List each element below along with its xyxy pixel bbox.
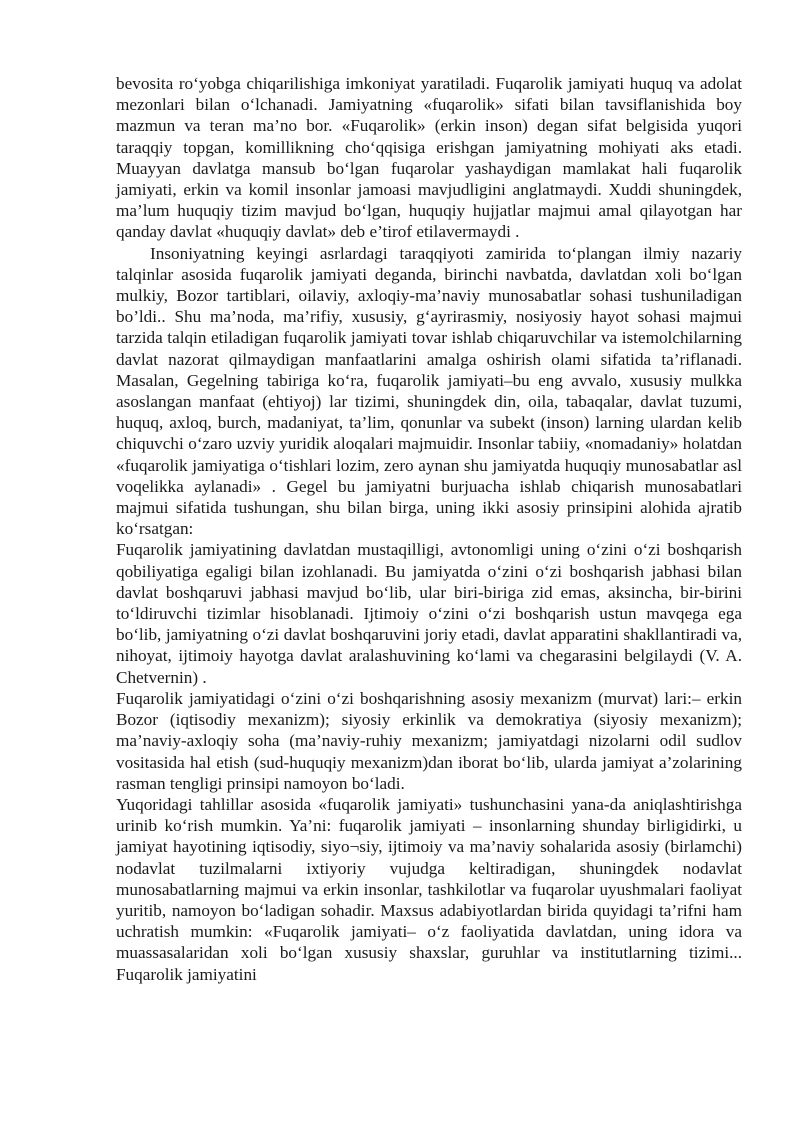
document-page (116, 73, 742, 985)
paragraph-1: bevosita ro‘yobga chiqarilishiga imkoniyat yaratiladi. Fuqarolik jamiyati huquq va adolat mezonlari bilan o‘lchanadi. Jamiyatning «fuqarolik» sifati bilan tavsiflanishida boy mazmun va teran ma’no bor. «Fuqarolik» (erkin inson) degan sifat belgisida yuqori taraqqiy topgan, komillikning cho‘qqisiga erishgan jamiyatning mohiyati aks etadi. Muayyan davlatga mansub bo‘lgan fuqarolar yashaydigan mamlakat hali fuqarolik jamiyati, erkin va komil insonlar jamoasi mavjudligini anglatmaydi. Xuddi shuningdek, ma’lum huquqiy tizim mavjud bo‘lgan, huquqiy hujjatlar majmui amal qilayotgan har qanday davlat «huquqiy davlat» deb e’tirof etilavermaydi . (116, 74, 742, 242)
paragraph-3: Fuqarolik jamiyatining davlatdan mustaqilligi, avtonomligi uning o‘zini o‘zi boshqarish qobiliyatiga egaligi bilan izohlanadi. Bu jamiyatda o‘zini o‘zi boshqarish jabhasi bilan davlat boshqaruvi jabhasi mavjud bo‘lib, ular biri-biriga zid emas, aksincha, bir-birini to‘ldiruvchi tizimlar hisoblanadi. Ijtimoiy o‘zini o‘zi boshqarish ustun mavqega ega bo‘lib, jamiyatning o‘zi davlat boshqaruvini joriy etadi, davlat apparatini shakllantiradi va, nihoyat, ijtimoiy hayotga davlat aralashuvining ko‘lami va chegarasini belgilaydi (V. A. Chetvernin) . (116, 540, 742, 687)
paragraph-4: Fuqarolik jamiyatidagi o‘zini o‘zi boshqarishning asosiy mexanizm (murvat) lari:– erkin Bozor (iqtisodiy mexanizm); siyosiy erkinlik va demokratiya (siyosiy mexanizm); ma’naviy-axloqiy soha (ma’naviy-ruhiy mexanizm; jamiyatdagi nizolarni odil sudlov vositasida hal etish (sud-huquqiy mexanizm)dan iborat bo‘lib, ularda jamiyat a’zolarining rasman tengligi prinsipi namoyon bo‘ladi. (116, 688, 742, 793)
paragraph-5: Yuqoridagi tahlillar asosida «fuqarolik jamiyati» tushunchasini yana-da aniqlashtirishga urinib ko‘rish mumkin. Ya’ni: fuqarolik jamiyati – insonlarning shunday birligidirki, u jamiyat hayotining iqtisodiy, siyo¬siy, ijtimoiy va ma’naviy sohalarida asosiy (birlamchi) nodavlat tuzilmalarni ixtiyoriy vujudga keltiradigan, shuningdek nodavlat munosabatlarning majmui va erkin insonlar, tashkilotlar va fuqarolar uyushmalari faoliyat yuritib, namoyon bo‘ladigan sohadir. Maxsus adabiyotlardan birida quyidagi ta’rifni ham uchratish mumkin: «Fuqarolik jamiyati– o‘z faoliyatida davlatdan, uning idora va muassasalaridan xoli bo‘lgan xususiy shaxslar, guruhlar va institutlarning tizimi... Fuqarolik jamiyatini (116, 794, 742, 984)
paragraph-2: Insoniyatning keyingi asrlardagi taraqqiyoti zamirida to‘plangan ilmiy nazariy talqinlar asosida fuqarolik jamiyati deganda, birinchi navbatda, davlatdan xoli bo‘lgan mulkiy, Bozor tartiblari, oilaviy, axloqiy-ma’naviy munosabatlar sohasi tushuniladigan bo’ldi.. Shu ma’noda, ma’rifiy, xususiy, g‘ayrirasmiy, nosiyosiy hayot sohasi majmui tarzida talqin etiladigan fuqarolik jamiyati tovar ishlab chiqaruvchilar va istemolchilarning davlat nazorat qilmaydigan manfaatlarini amalga oshirish olami sifatida ta’riflanadi. Masalan, Gegelning tabiriga ko‘ra, fuqarolik jamiyati–bu eng avvalo, xususiy mulkka asoslangan manfaat (ehtiyoj) lar tizimi, shuningdek din, oila, tabaqalar, davlat tuzumi, huquq, axloq, burch, madaniyat, ta’lim, qonunlar va subekt (inson) larning ulardan kelib chiquvchi o‘zaro uzviy yuridik aloqalari majmuidir. Insonlar tabiiy, «nomadaniy» holatdan «fuqarolik jamiyatiga o‘tishlari lozim, zero aynan shu jamiyatda huquqiy munosabatlar asl voqelikka aylanadi» . Gegel bu jamiyatni burjuacha ishlab chiqarish munosabatlari majmui sifatida tushungan, shu bilan birga, uning ikki asosiy prinsipini alohida ajratib ko‘rsatgan: (116, 243, 742, 539)
